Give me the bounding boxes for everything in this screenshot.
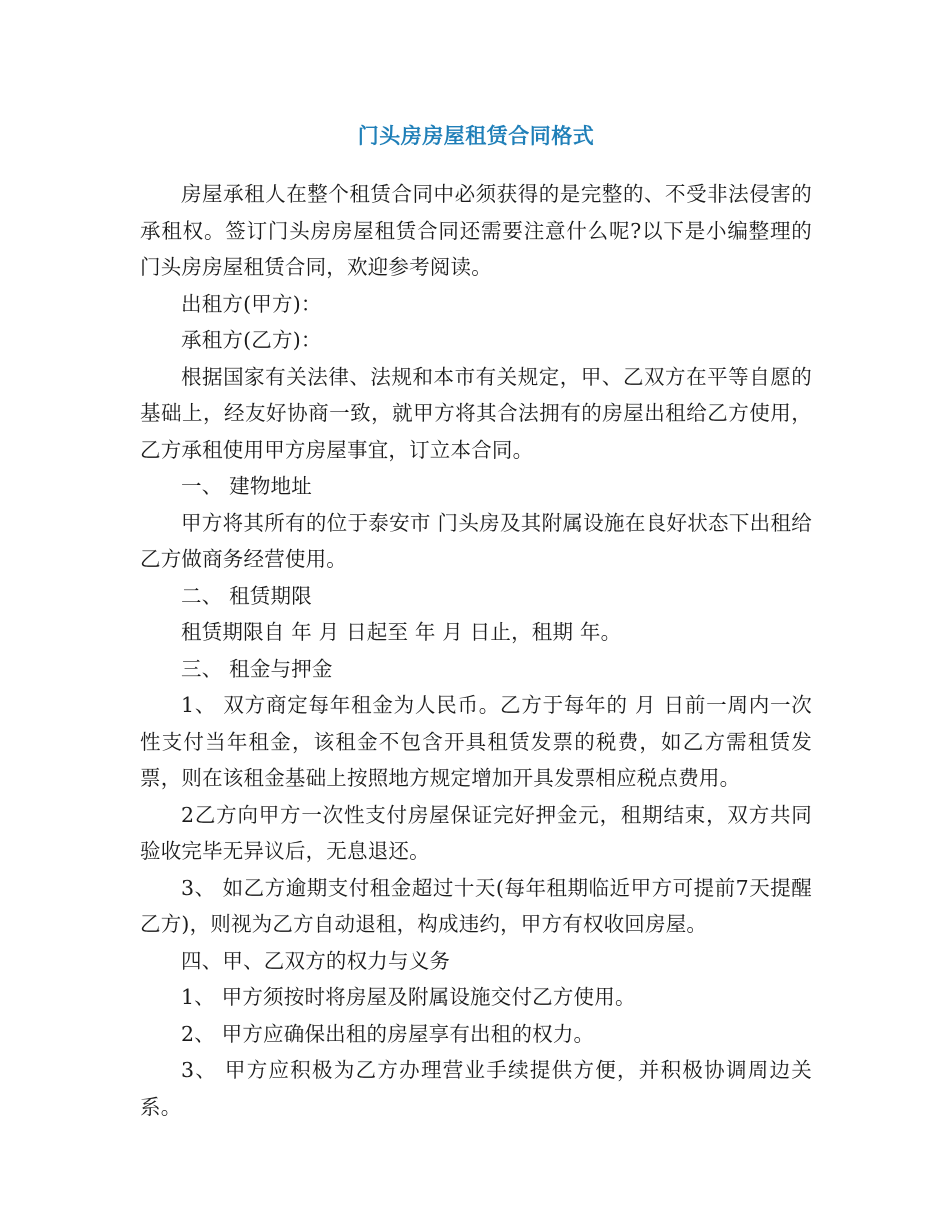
paragraph-duty-2: 2、 甲方应确保出租的房屋享有出租的权力。	[181, 1021, 595, 1046]
paragraph-rent-1: 1、 双方商定每年租金为人民币。乙方于每年的 月 日前一周内一次性支付当年租金，该租金不包含开具租赁发票的税费，如乙方需租赁发票，则在该租金基础上按照地方规定增加开具发票相应税点费用。	[140, 693, 812, 790]
section-heading-4: 四、甲、乙双方的权力与义务	[181, 948, 451, 973]
paragraph-term: 租赁期限自 年 月 日起至 年 月 日止，租期 年。	[181, 620, 622, 644]
document-page	[140, 118, 812, 1125]
paragraph-lessor: 出租方(甲方)：	[181, 291, 322, 316]
paragraph-duty-1: 1、 甲方须按时将房屋及附属设施交付乙方使用。	[181, 985, 636, 1009]
paragraph-duty-3: 3、 甲方应积极为乙方办理营业手续提供方便，并积极协调周边关系。	[140, 1058, 812, 1119]
section-heading-2: 二、 租赁期限	[181, 583, 312, 608]
paragraph-rent-3: 3、 如乙方逾期支付租金超过十天(每年租期临近甲方可提前7天提醒乙方)，则视为乙方自动退租，构成违约，甲方有权收回房屋。	[140, 875, 812, 936]
section-heading-1: 一、 建物地址	[181, 474, 312, 498]
section-heading-3: 三、 租金与押金	[181, 656, 333, 681]
paragraph-intro: 房屋承租人在整个租赁合同中必须获得的是完整的、不受非法侵害的承租权。签订门头房房屋租赁合同还需要注意什么呢?以下是小编整理的门头房房屋租赁合同，欢迎参考阅读。	[140, 182, 812, 279]
document-title: 门头房房屋租赁合同格式	[357, 123, 595, 148]
paragraph-rent-2: 2乙方向甲方一次性支付房屋保证完好押金元，租期结束，双方共同验收完毕无异议后，无息退还。	[140, 802, 812, 863]
paragraph-address: 甲方将其所有的位于泰安市 门头房及其附属设施在良好状态下出租给乙方做商务经营使用。	[140, 510, 812, 571]
paragraph-preamble: 根据国家有关法律、法规和本市有关规定，甲、乙双方在平等自愿的基础上，经友好协商一致，就甲方将其合法拥有的房屋出租给乙方使用，乙方承租使用甲方房屋事宜，订立本合同。	[140, 364, 812, 462]
paragraph-lessee: 承租方(乙方)：	[181, 328, 322, 352]
